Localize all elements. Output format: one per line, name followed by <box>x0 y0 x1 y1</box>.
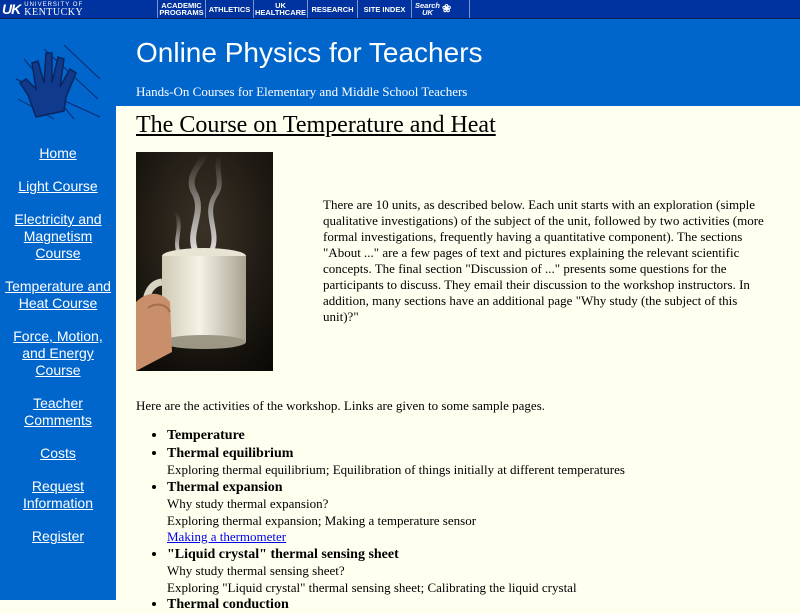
nav-uk-healthcare[interactable] <box>254 0 308 18</box>
nav-search-uk[interactable] <box>412 0 470 18</box>
uk-top-nav <box>0 0 800 19</box>
uk-mark: UK <box>2 1 21 17</box>
nav-research-label: RESEARCH <box>311 4 354 14</box>
list-item <box>167 445 787 479</box>
course-intro: There are 10 units, as described below. Each unit starts with an exploration (simple qualitative investigations) of the subject of the unit, followed by two activities (more formal investigations, frequently having a quantitative component). The sections "About ..." are a few pages of text and pictures explaining the relevant scientific concepts. The final section "Discussion of ..." presents some questions for the participants to discuss. They email their discussion to the workshop instructors. In addition, many sections have an additional page "Why study (the subject of this unit)?" <box>323 197 764 324</box>
site-header <box>116 19 800 106</box>
sidebar <box>0 19 116 600</box>
sidebar-item-teacher-comments[interactable]: Teacher Comments <box>24 395 92 428</box>
activity-heading: Temperature <box>167 428 245 443</box>
list-item <box>167 427 787 445</box>
nav-academic-line2: PROGRAMS <box>159 8 204 17</box>
uk-logo[interactable] <box>0 0 158 18</box>
activity-line: Why study thermal expansion? <box>167 496 329 511</box>
steaming-mug-photo <box>136 152 273 371</box>
nav-site-index[interactable] <box>358 0 412 18</box>
nav-search-line1: Search <box>415 1 441 10</box>
activity-heading: "Liquid crystal" thermal sensing sheet <box>167 546 399 562</box>
activity-line: Exploring thermal equilibrium; Equilibration of things initially at different temperatures <box>167 462 625 477</box>
sidebar-item-electricity-magnetism[interactable]: Electricity and Magnetism Course <box>14 211 102 261</box>
activity-heading: Thermal expansion <box>167 479 283 495</box>
activities-list <box>136 427 787 614</box>
nav-athletics[interactable] <box>206 0 254 18</box>
university-line2: KENTUCKY <box>24 7 84 18</box>
hand-icon[interactable] <box>14 39 102 121</box>
sidebar-item-force-motion-energy[interactable]: Force, Motion, and Energy Course <box>13 328 103 378</box>
site-subtitle: Hands-On Courses for Elementary and Middle School Teachers <box>136 84 468 99</box>
sidebar-nav <box>0 145 116 561</box>
nav-healthcare-line2: HEALTHCARE <box>254 8 307 17</box>
nav-academic-line1: ACADEMIC <box>161 1 202 10</box>
nav-site-index-label: SITE INDEX <box>363 4 406 14</box>
activities-intro: Here are the activities of the workshop. Links are given to some sample pages. <box>136 398 546 413</box>
making-thermometer-link[interactable]: Making a thermometer <box>167 529 287 544</box>
sidebar-item-home[interactable]: Home <box>39 145 77 161</box>
list-item <box>167 546 787 597</box>
activity-heading: Thermal conduction <box>167 597 289 612</box>
university-name <box>24 2 83 16</box>
nav-healthcare-line1: UK <box>275 1 286 10</box>
site-title: Online Physics for Teachers <box>136 37 483 68</box>
sidebar-item-request-information[interactable]: Request Information <box>22 478 94 511</box>
list-item <box>167 596 787 614</box>
sidebar-item-temperature-heat[interactable]: Temperature and Heat Course <box>5 278 111 311</box>
activity-line: Exploring "Liquid crystal" thermal sensing sheet; Calibrating the liquid crystal <box>167 579 577 595</box>
nav-athletics-label: ATHLETICS <box>208 4 251 14</box>
list-item <box>167 479 787 546</box>
paw-icon: ❀ <box>442 2 452 15</box>
sidebar-item-costs[interactable]: Costs <box>40 445 76 461</box>
nav-academic-programs[interactable] <box>158 0 206 18</box>
activity-heading: Thermal equilibrium <box>167 445 294 461</box>
university-line1: UNIVERSITY OF <box>24 2 84 8</box>
activity-line: Why study thermal sensing sheet? <box>167 563 345 578</box>
main-content <box>116 106 800 612</box>
activity-line: Exploring thermal expansion; Making a temperature sensor <box>167 512 477 528</box>
sidebar-item-light-course[interactable]: Light Course <box>18 178 98 194</box>
nav-research[interactable] <box>308 0 358 18</box>
nav-search-line2: UK <box>422 8 433 17</box>
sidebar-item-register[interactable]: Register <box>31 528 85 544</box>
page-title: The Course on Temperature and Heat <box>136 112 496 138</box>
